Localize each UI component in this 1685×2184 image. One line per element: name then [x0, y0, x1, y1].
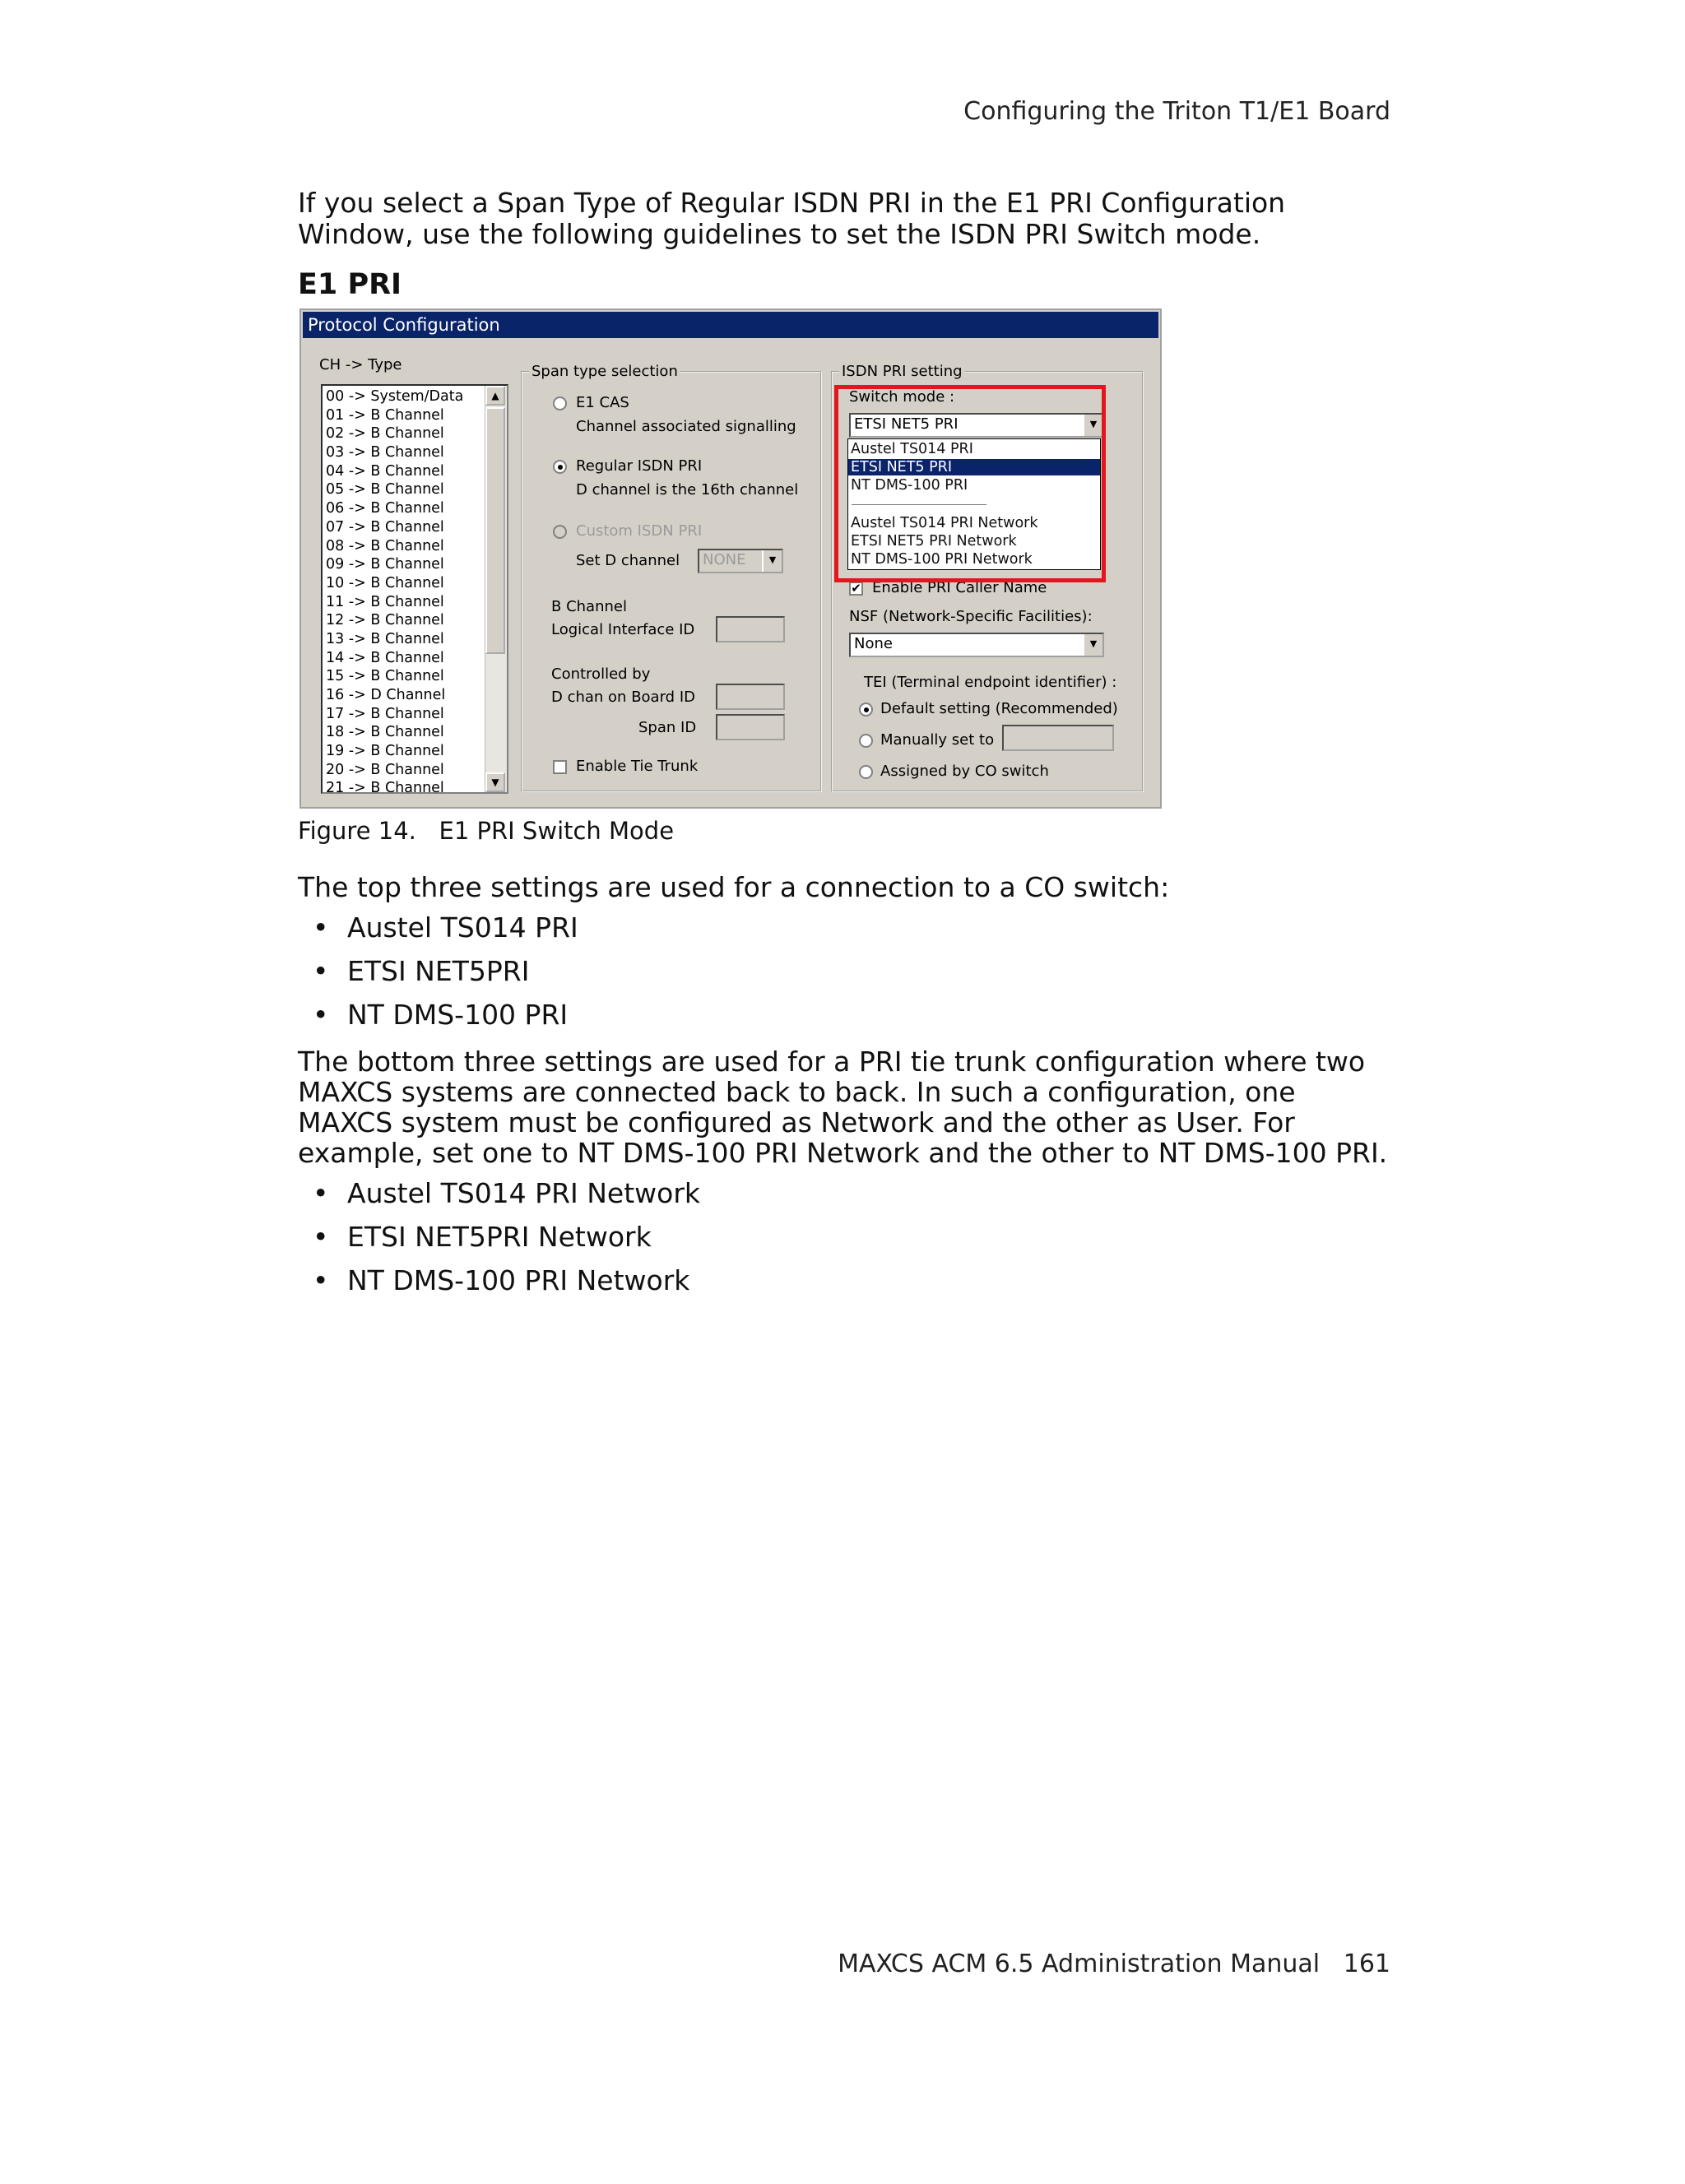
enable-caller-name-checkbox[interactable]: ✔	[849, 582, 863, 596]
channel-row[interactable]: 10 -> B Channel	[326, 574, 444, 591]
e1-cas-radio[interactable]	[553, 396, 567, 410]
regular-isdn-label: Regular ISDN PRI	[576, 457, 703, 475]
logical-interface-input[interactable]	[716, 616, 785, 642]
enable-caller-name-label: Enable PRI Caller Name	[872, 579, 1047, 596]
channel-row[interactable]: 16 -> D Channel	[326, 687, 446, 703]
section-title: E1 PRI	[298, 268, 402, 301]
regular-isdn-radio[interactable]	[553, 460, 567, 474]
channel-list-header: CH -> Type	[319, 356, 402, 373]
switch-mode-dropdown-list[interactable]	[847, 438, 1101, 570]
channel-row[interactable]: 21 -> B Channel	[326, 780, 444, 794]
scroll-down-icon[interactable]: ▼	[485, 772, 505, 792]
isdn-pri-legend: ISDN PRI setting	[842, 363, 963, 380]
channel-list-scrollbar[interactable]	[485, 386, 507, 792]
tei-manual-input[interactable]	[1002, 725, 1114, 751]
channel-row[interactable]: 13 -> B Channel	[326, 630, 444, 647]
channel-row[interactable]: 04 -> B Channel	[326, 462, 444, 480]
dropdown-separator	[852, 504, 986, 505]
logical-interface-label: Logical Interface ID	[551, 621, 695, 638]
channel-row[interactable]: 06 -> B Channel	[326, 500, 444, 517]
e1-cas-description: Channel associated signalling	[576, 418, 796, 435]
option-etsi-net5-pri[interactable]: ETSI NET5 PRI	[848, 459, 1100, 475]
option-nt-dms-100-pri-network[interactable]: NT DMS-100 PRI Network	[851, 551, 1033, 568]
span-type-legend: Span type selection	[531, 363, 678, 380]
option-austel-pri[interactable]: Austel TS014 PRI	[851, 441, 973, 457]
switch-mode-label: Switch mode :	[849, 388, 955, 406]
channel-row[interactable]: 17 -> B Channel	[326, 705, 444, 722]
channel-row[interactable]: 20 -> B Channel	[326, 761, 444, 778]
list-item: • ETSI NET5PRI	[313, 955, 530, 987]
tei-manual-radio[interactable]	[859, 734, 873, 748]
channel-row[interactable]: 07 -> B Channel	[326, 518, 444, 536]
b-channel-label: B Channel	[551, 598, 627, 615]
switch-mode-select[interactable]	[849, 413, 1104, 438]
scroll-thumb[interactable]	[485, 407, 505, 654]
switch-mode-value: ETSI NET5 PRI	[854, 415, 959, 433]
d-chan-board-label: D chan on Board ID	[551, 689, 695, 706]
page-header: Configuring the Triton T1/E1 Board	[963, 97, 1390, 126]
channel-row[interactable]: 18 -> B Channel	[326, 724, 444, 741]
channel-row[interactable]: 11 -> B Channel	[326, 593, 444, 610]
channel-row[interactable]: 02 -> B Channel	[326, 425, 444, 443]
list-item: • NT DMS-100 PRI	[313, 999, 569, 1031]
channel-row[interactable]: 01 -> B Channel	[326, 406, 444, 424]
channel-row[interactable]: 15 -> B Channel	[326, 668, 444, 685]
intro-paragraph: If you select a Span Type of Regular ISDN PRI in the E1 PRI Configuration Window, use the following guidelines to set the ISDN PRI Switch mode.	[298, 187, 1286, 250]
channel-row[interactable]: 12 -> B Channel	[326, 612, 444, 629]
chevron-down-icon: ▼	[1083, 415, 1102, 436]
tei-manual-label: Manually set to	[880, 731, 995, 749]
scroll-up-icon[interactable]: ▲	[485, 386, 505, 406]
paragraph-co-switch: The top three settings are used for a connection to a CO switch:	[298, 871, 1170, 903]
channel-row[interactable]: 08 -> B Channel	[326, 537, 444, 554]
channel-row[interactable]: 14 -> B Channel	[326, 649, 444, 666]
channel-rows	[326, 387, 482, 794]
co-switch-list	[298, 911, 578, 1042]
chevron-down-icon: ▼	[762, 550, 782, 572]
custom-isdn-radio[interactable]	[553, 525, 567, 539]
paragraph-tie-trunk: The bottom three settings are used for a PRI tie trunk configuration where two MAXCS systems are connected back to back. In such a configuration, one MAXCS system must be configured as Network and the other as User. For example, set one to NT DMS-100 PRI Network and the other to NT DMS-100 PRI.	[298, 1046, 1388, 1169]
option-austel-pri-network[interactable]: Austel TS014 PRI Network	[851, 515, 1038, 531]
channel-row[interactable]: 19 -> B Channel	[326, 743, 444, 760]
list-item: • Austel TS014 PRI	[313, 911, 578, 944]
nsf-label: NSF (Network-Specific Facilities):	[849, 608, 1093, 625]
list-item: • NT DMS-100 PRI Network	[313, 1264, 690, 1296]
e1-cas-label: E1 CAS	[576, 394, 629, 411]
board-id-input[interactable]	[716, 684, 785, 710]
dialog-title: Protocol Configuration	[303, 312, 1158, 338]
regular-isdn-description: D channel is the 16th channel	[576, 481, 799, 498]
tei-default-radio[interactable]	[859, 702, 873, 716]
custom-isdn-label: Custom ISDN PRI	[576, 522, 703, 540]
span-id-label: Span ID	[638, 719, 697, 736]
nsf-select[interactable]	[849, 633, 1104, 657]
channel-list[interactable]	[321, 384, 508, 794]
list-item: • Austel TS014 PRI Network	[313, 1177, 700, 1209]
d-channel-select[interactable]	[698, 549, 783, 573]
channel-row[interactable]: 00 -> System/Data	[326, 388, 464, 405]
channel-row[interactable]: 09 -> B Channel	[326, 556, 444, 573]
page-footer: MAXCS ACM 6.5 Administration Manual 161	[838, 1950, 1390, 1978]
d-channel-value: NONE	[703, 551, 746, 568]
tei-label: TEI (Terminal endpoint identifier) :	[864, 674, 1117, 691]
channel-row[interactable]: 03 -> B Channel	[326, 444, 444, 461]
option-etsi-net5-pri-network[interactable]: ETSI NET5 PRI Network	[851, 533, 1017, 549]
chevron-down-icon: ▼	[1083, 634, 1102, 656]
tei-assigned-label: Assigned by CO switch	[880, 763, 1049, 780]
tie-trunk-list	[298, 1177, 700, 1308]
enable-tie-trunk-label: Enable Tie Trunk	[576, 758, 699, 775]
list-item: • ETSI NET5PRI Network	[313, 1221, 652, 1253]
figure-caption: Figure 14. E1 PRI Switch Mode	[298, 817, 675, 845]
set-d-channel-label: Set D channel	[576, 552, 680, 569]
enable-tie-trunk-checkbox[interactable]	[553, 760, 567, 774]
tei-assigned-radio[interactable]	[859, 765, 873, 779]
controlled-by-label: Controlled by	[551, 665, 651, 683]
span-id-input[interactable]	[716, 714, 785, 740]
nsf-value: None	[854, 635, 893, 652]
option-nt-dms-100-pri[interactable]: NT DMS-100 PRI	[851, 477, 968, 494]
channel-row[interactable]: 05 -> B Channel	[326, 481, 444, 498]
tei-default-label: Default setting (Recommended)	[880, 700, 1118, 717]
